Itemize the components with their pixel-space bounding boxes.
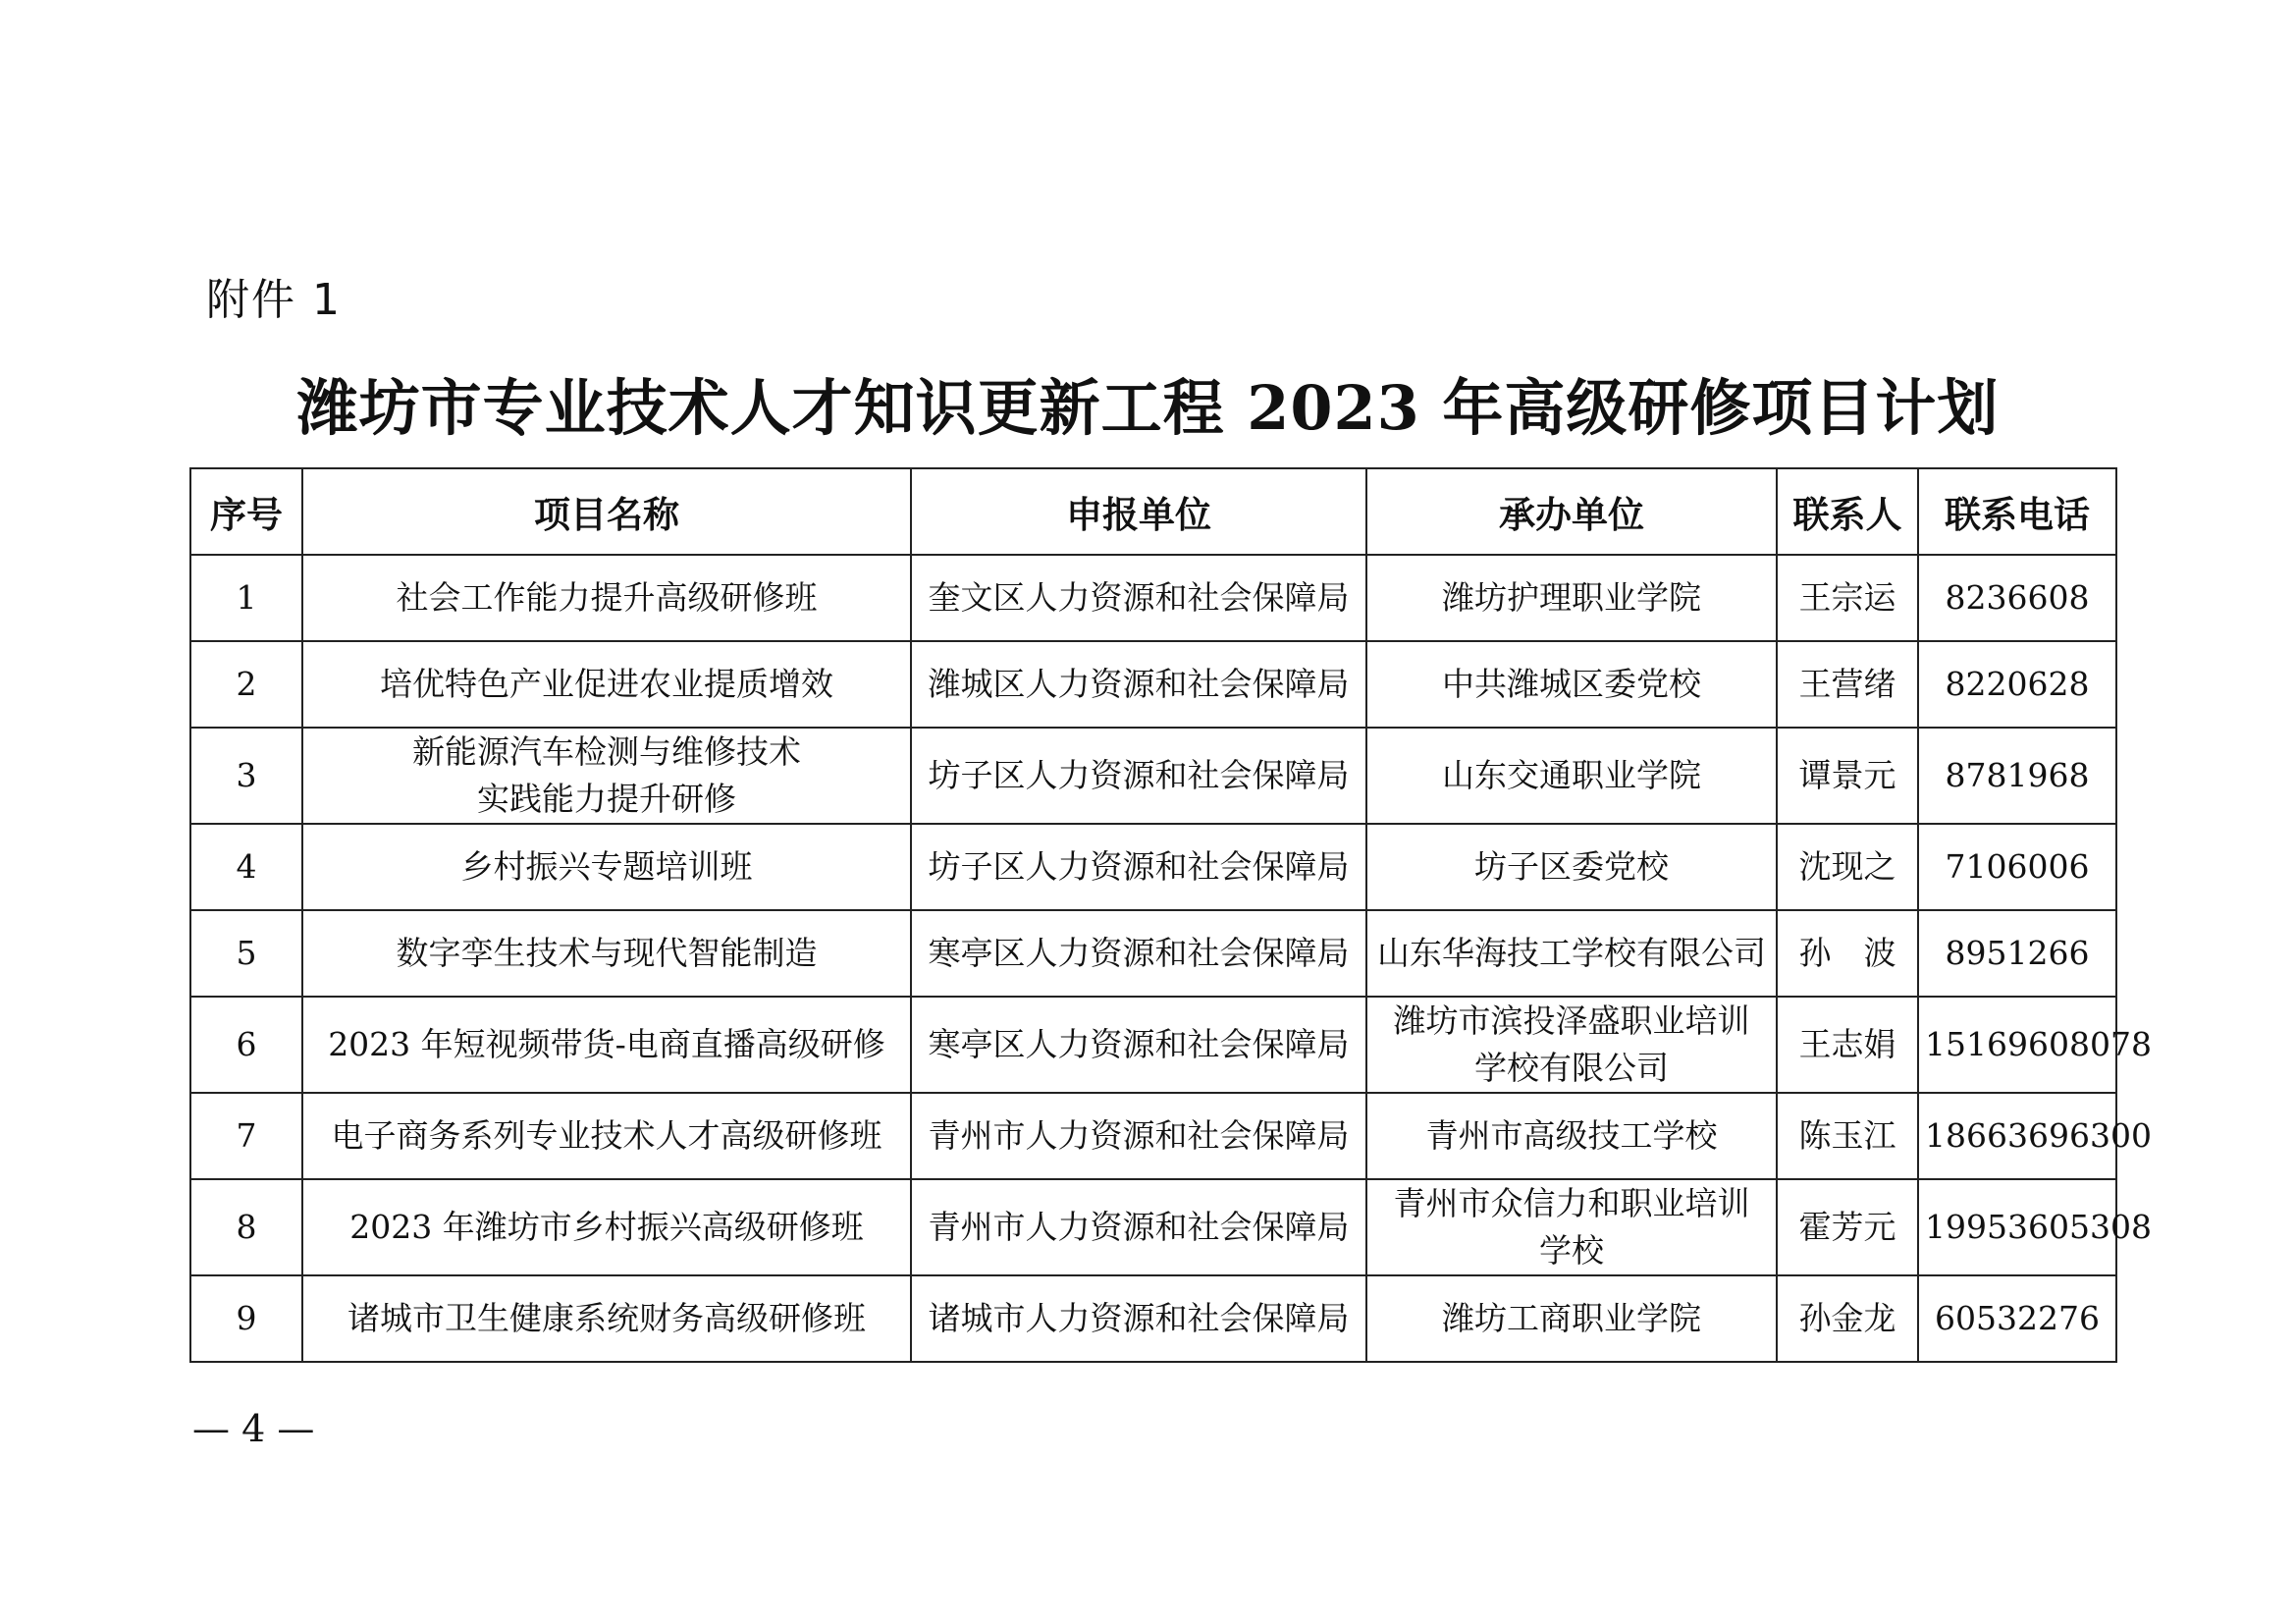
cell-phone: 8220628: [1918, 641, 2116, 728]
cell-no: 1: [190, 555, 302, 641]
cell-phone: 8951266: [1918, 910, 2116, 997]
cell-organizer-unit-line: 学校有限公司: [1474, 1049, 1669, 1087]
cell-applicant-unit: 诸城市人力资源和社会保障局: [911, 1275, 1366, 1362]
cell-contact: 霍芳元: [1777, 1179, 1918, 1275]
cell-organizer-unit-line: 青州市众信力和职业培训: [1393, 1184, 1750, 1222]
cell-organizer-unit-line: 青州市高级技工学校: [1425, 1116, 1718, 1155]
page-number: — 4 —: [192, 1407, 315, 1450]
cell-applicant-unit: 坊子区人力资源和社会保障局: [911, 824, 1366, 910]
cell-project-name-line: 数字孪生技术与现代智能制造: [396, 934, 818, 972]
cell-organizer-unit-line: 山东交通职业学院: [1442, 756, 1701, 794]
cell-organizer-unit-line: 潍坊市滨投泽盛职业培训: [1393, 1001, 1750, 1040]
cell-contact: 王营绪: [1777, 641, 1918, 728]
cell-contact: 孙金龙: [1777, 1275, 1918, 1362]
header-organizer-unit: 承办单位: [1366, 468, 1777, 555]
cell-no: 2: [190, 641, 302, 728]
cell-no: 6: [190, 997, 302, 1093]
header-no: 序号: [190, 468, 302, 555]
cell-contact: 孙 波: [1777, 910, 1918, 997]
cell-phone: 18663696300: [1918, 1093, 2116, 1179]
table-body: [190, 555, 2152, 1362]
table-row: [190, 1275, 2116, 1362]
cell-organizer-unit-line: 潍坊工商职业学院: [1442, 1299, 1701, 1337]
table-row: [190, 910, 2116, 997]
cell-no: 4: [190, 824, 302, 910]
cell-organizer-unit: [1366, 1275, 1777, 1362]
cell-organizer-unit: [1366, 1093, 1777, 1179]
document-title: 潍坊市专业技术人才知识更新工程 2023 年高级研修项目计划: [296, 372, 2000, 444]
cell-organizer-unit: [1366, 641, 1777, 728]
cell-phone: 8236608: [1918, 555, 2116, 641]
cell-project-name: [302, 728, 911, 824]
cell-phone: 19953605308: [1918, 1179, 2116, 1275]
cell-applicant-unit: 青州市人力资源和社会保障局: [911, 1093, 1366, 1179]
cell-project-name: [302, 1275, 911, 1362]
cell-organizer-unit: [1366, 997, 1777, 1093]
cell-project-name-line: 新能源汽车检测与维修技术: [412, 732, 801, 771]
cell-applicant-unit: 寒亭区人力资源和社会保障局: [911, 910, 1366, 997]
cell-organizer-unit: [1366, 910, 1777, 997]
cell-no: 9: [190, 1275, 302, 1362]
cell-contact: 沈现之: [1777, 824, 1918, 910]
cell-organizer-unit-line: 潍坊护理职业学院: [1442, 578, 1701, 617]
table-row: [190, 824, 2116, 910]
header-project-name: 项目名称: [302, 468, 911, 555]
cell-organizer-unit-line: 山东华海技工学校有限公司: [1377, 934, 1766, 972]
header-contact: 联系人: [1777, 468, 1918, 555]
header-phone: 联系电话: [1918, 468, 2116, 555]
cell-organizer-unit: [1366, 1179, 1777, 1275]
cell-applicant-unit: 坊子区人力资源和社会保障局: [911, 728, 1366, 824]
table-row: [190, 997, 2116, 1093]
cell-phone: 7106006: [1918, 824, 2116, 910]
cell-no: 5: [190, 910, 302, 997]
cell-project-name-line: 社会工作能力提升高级研修班: [396, 578, 818, 617]
cell-project-name-line: 电子商务系列专业技术人才高级研修班: [331, 1116, 882, 1155]
cell-project-name: [302, 641, 911, 728]
header-applicant-unit: 申报单位: [911, 468, 1366, 555]
cell-applicant-unit: 青州市人力资源和社会保障局: [911, 1179, 1366, 1275]
cell-contact: 谭景元: [1777, 728, 1918, 824]
cell-project-name-line: 培优特色产业促进农业提质增效: [380, 665, 833, 703]
cell-project-name: [302, 1093, 911, 1179]
cell-phone: 8781968: [1918, 728, 2116, 824]
table-header-row: [190, 468, 2116, 555]
cell-project-name-line: 乡村振兴专题培训班: [460, 847, 753, 886]
cell-project-name: [302, 1179, 911, 1275]
cell-contact: 王宗运: [1777, 555, 1918, 641]
table-row: [190, 641, 2116, 728]
cell-project-name: [302, 555, 911, 641]
cell-project-name: [302, 997, 911, 1093]
cell-phone: 60532276: [1918, 1275, 2116, 1362]
cell-project-name-line: 实践能力提升研修: [477, 780, 736, 818]
cell-organizer-unit: [1366, 824, 1777, 910]
cell-applicant-unit: 奎文区人力资源和社会保障局: [911, 555, 1366, 641]
attachment-label: 附件 1: [206, 275, 342, 325]
cell-phone: 15169608078: [1918, 997, 2116, 1093]
table-row: [190, 1093, 2116, 1179]
cell-organizer-unit-line: 坊子区委党校: [1474, 847, 1669, 886]
cell-project-name: [302, 910, 911, 997]
cell-organizer-unit-line: 中共潍城区委党校: [1442, 665, 1701, 703]
cell-organizer-unit-line: 学校: [1539, 1231, 1604, 1270]
cell-project-name-line: 2023 年潍坊市乡村振兴高级研修班: [349, 1208, 864, 1246]
table-row: [190, 555, 2116, 641]
cell-organizer-unit: [1366, 728, 1777, 824]
cell-project-name-line: 诸城市卫生健康系统财务高级研修班: [347, 1299, 866, 1337]
cell-applicant-unit: 寒亭区人力资源和社会保障局: [911, 997, 1366, 1093]
cell-no: 3: [190, 728, 302, 824]
cell-organizer-unit: [1366, 555, 1777, 641]
cell-contact: 陈玉江: [1777, 1093, 1918, 1179]
project-plan-table: [189, 467, 2152, 1363]
cell-contact: 王志娟: [1777, 997, 1918, 1093]
cell-no: 8: [190, 1179, 302, 1275]
cell-no: 7: [190, 1093, 302, 1179]
cell-applicant-unit: 潍城区人力资源和社会保障局: [911, 641, 1366, 728]
cell-project-name: [302, 824, 911, 910]
table-row: [190, 1179, 2116, 1275]
table-row: [190, 728, 2116, 824]
cell-project-name-line: 2023 年短视频带货-电商直播高级研修: [328, 1025, 885, 1063]
